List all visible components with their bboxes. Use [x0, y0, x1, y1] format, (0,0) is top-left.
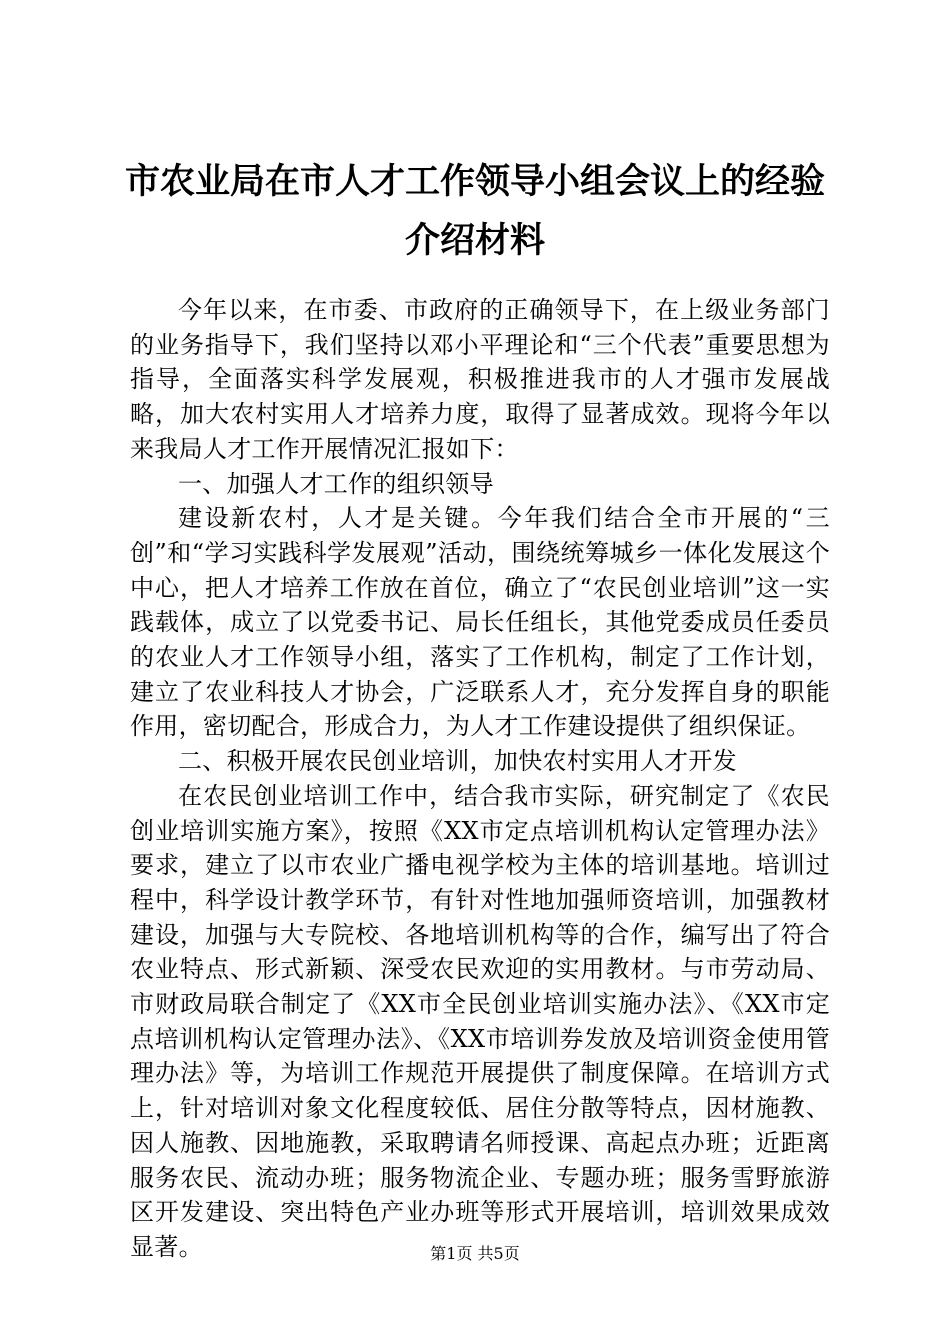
- intro-paragraph: 今年以来，在市委、市政府的正确领导下，在上级业务部门的业务指导下，我们坚持以邓小平理论和“三个代表”重要思想为指导，全面落实科学发展观，积极推进我市的人才强市发展战略，加大农村实用人才培养力度，取得了显著成效。现将今年以来我局人才工作开展情况汇报如下：: [130, 296, 830, 463]
- section2-heading: 二、积极开展农民创业培训，加快农村实用人才开发: [178, 747, 737, 776]
- document-title-line1: 市农业局在市人才工作领导小组会议上的经验: [124, 161, 825, 202]
- page-footer: 第1页 共5页: [430, 1244, 520, 1263]
- section1-paragraph: 建设新农村，人才是关键。今年我们结合全市开展的“三创”和“学习实践科学发展观”活动，围绕统筹城乡一体化发展这个中心，把人才培养工作放在首位，确立了“农民创业培训”这一实践载体，成立了以党委书记、局长任组长，其他党委成员任委员的农业人才工作领导小组，落实了工作机构，制定了工作计划，建立了农业科技人才协会，广泛联系人才，充分发挥自身的职能作用，密切配合，形成合力，为人才工作建设提供了组织保证。: [130, 504, 830, 741]
- section1-heading: 一、加强人才工作的组织领导: [178, 469, 494, 498]
- document-title-line2: 介绍材料: [404, 220, 545, 261]
- document-body: [130, 293, 830, 1265]
- section2-paragraph: 在农民创业培训工作中，结合我市实际，研究制定了《农民创业培训实施方案》，按照《XX市定点培训机构认定管理办法》要求，建立了以市农业广播电视学校为主体的培训基地。培训过程中，科学设计教学环节，有针对性地加强师资培训，加强教材建设，加强与大专院校、各地培训机构等的合作，编写出了符合农业特点、形式新颖、深受农民欢迎的实用教材。与市劳动局、市财政局联合制定了《XX市全民创业培训实施办法》、《XX市定点培训机构认定管理办法》、《XX市培训券发放及培训资金使用管理办法》等，为培训工作规范开展提供了制度保障。在培训方式上，针对培训对象文化程度较低、居住分散等特点，因材施教、因人施教、因地施教，采取聘请名师授课、高起点办班；近距离服务农民、流动办班；服务物流企业、专题办班；服务雪野旅游区开发建设、突出特色产业办班等形式开展培训，培训效果成效显著。: [130, 781, 830, 1261]
